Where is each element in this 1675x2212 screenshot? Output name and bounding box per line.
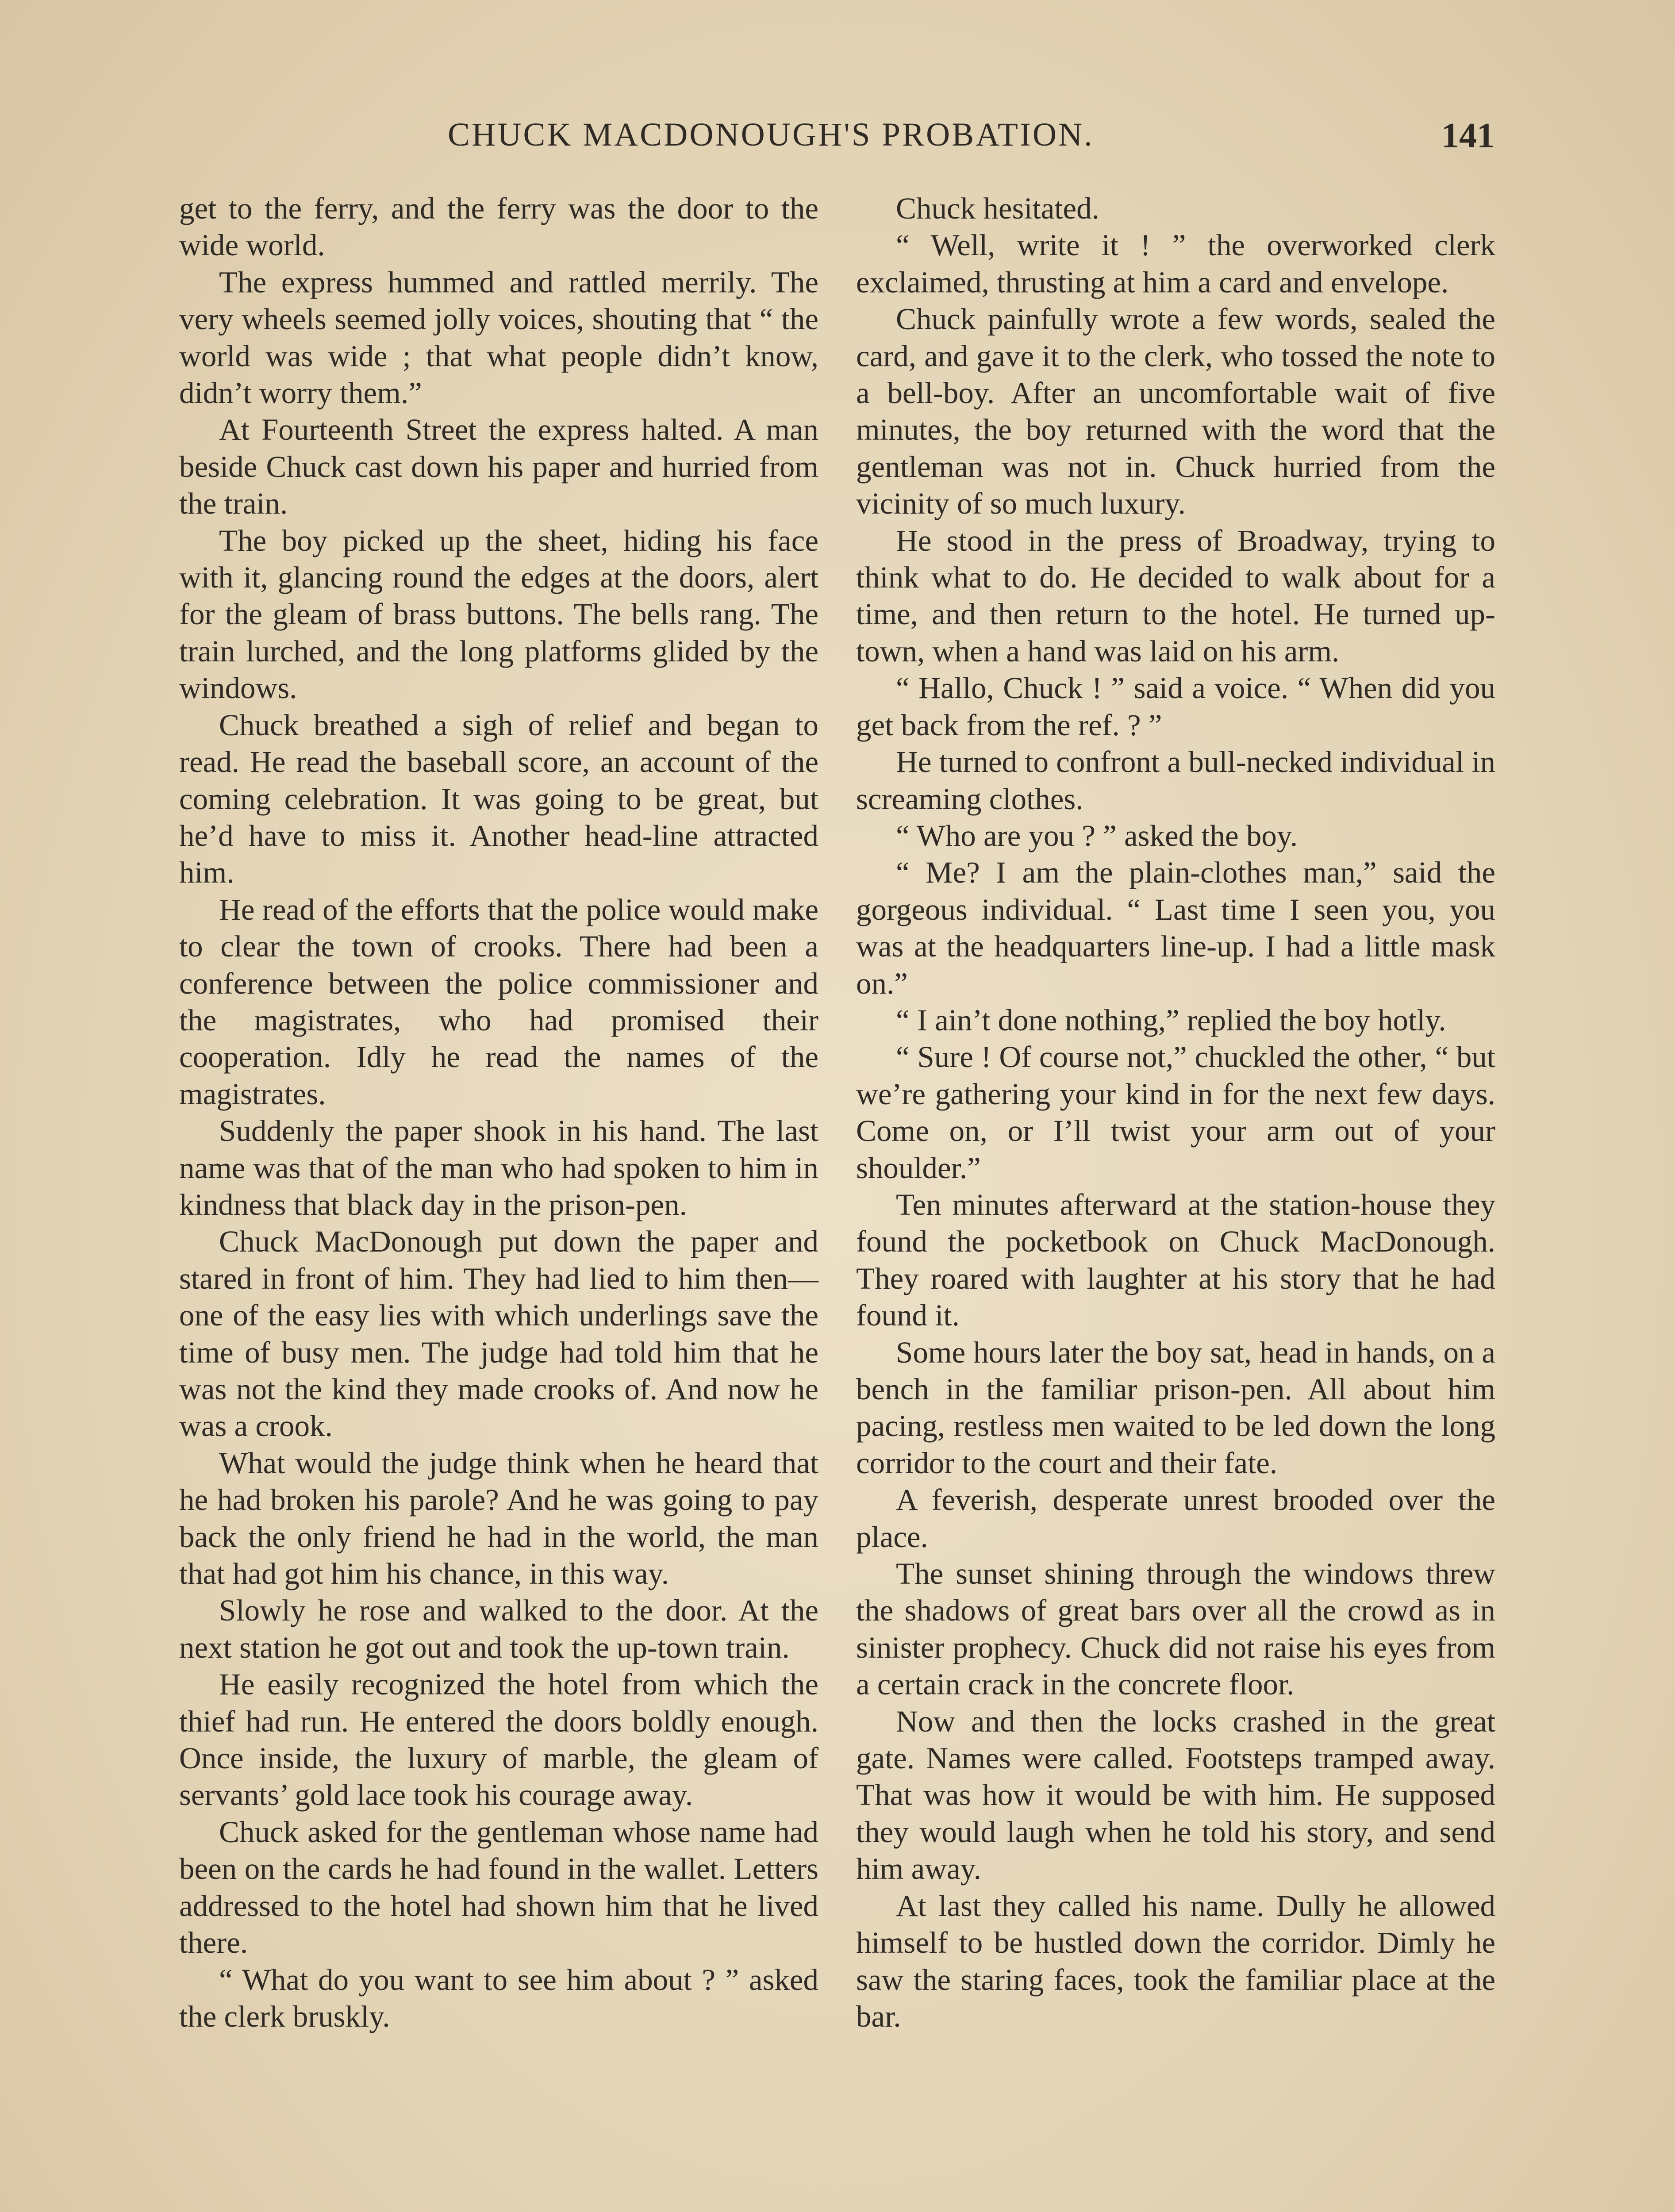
paragraph: Now and then the locks crashed in the great gate. Names were called. Footsteps tramped away. That was how it would be with him. He supposed they would laugh when he told his story, and send him away. [856,1704,1495,1886]
paragraph: Chuck breathed a sigh of relief and began to read. He read the baseball score, an account of the coming celebration. It was going to be great, but he’d have to miss it. Another head-line attracted him. [179,708,818,890]
paragraph: The express hummed and rattled merrily. The very wheels seemed jolly voices, shouting that “ the world was wide ; that what people didn’t know, didn’t worry them.” [179,265,818,410]
paragraph: He turned to confront a bull-necked individual in screaming clothes. [856,745,1495,816]
paragraph: “ Sure ! Of course not,” chuckled the other, “ but we’re gathering your kind in for the next few days. Come on, or I’ll twist your arm out of your shoulder.” [856,1040,1495,1185]
paragraph: “ What do you want to see him about ? ” asked the clerk bruskly. [179,1962,818,2033]
paragraph: The boy picked up the sheet, hiding his face with it, glancing round the edges at the doors, alert for the gleam of brass buttons. The bells rang. The train lurched, and the long platforms glided by the windows. [179,523,818,705]
paragraph: “ I ain’t done nothing,” replied the boy hotly. [896,1003,1446,1037]
page-number: 141 [1441,116,1494,155]
paragraph: He easily recognized the hotel from which the thief had run. He entered the doors boldly enough. Once inside, the luxury of marble, the gleam of servants’ gold lace took his courage away. [179,1667,818,1812]
paragraph: Chuck MacDonough put down the paper and stared in front of him. They had lied to him then—one of the easy lies with which underlings save the time of busy men. The judge had told him that he was not the kind they made crooks of. And now he was a crook. [179,1225,818,1443]
left-column [179,190,818,2035]
paragraph: Suddenly the paper shook in his hand. The last name was that of the man who had spoken to him in kindness that black day in the prison-pen. [179,1114,818,1221]
paragraph: A feverish, desperate unrest brooded over the place. [856,1483,1495,1554]
right-column [856,190,1495,2035]
paragraph: He stood in the press of Broadway, trying to think what to do. He decided to walk about for a time, and then return to the hotel. He turned up-town, when a hand was laid on his arm. [856,523,1495,668]
paragraph: get to the ferry, and the ferry was the door to the wide world. [179,192,818,262]
running-header [0,116,1675,160]
paragraph: Ten minutes afterward at the station-house they found the pocketbook on Chuck MacDonough. They roared with laughter at his story that he had found it. [856,1187,1495,1333]
paragraph: Some hours later the boy sat, head in hands, on a bench in the familiar prison-pen. All about him pacing, restless men waited to be led down the long corridor to the court and their fate. [856,1335,1495,1480]
paragraph: He read of the efforts that the police would make to clear the town of crooks. There had been a conference between the police commissioner and the magistrates, who had promised their cooperation. Idly he read the names of the magistrates. [179,892,818,1111]
running-title: CHUCK MACDONOUGH'S PROBATION. [448,116,1094,153]
paragraph: “ Hallo, Chuck ! ” said a voice. “ When did you get back from the ref. ? ” [856,671,1495,742]
paragraph: The sunset shining through the windows threw the shadows of great bars over all the crowd as in sinister prophecy. Chuck did not raise his eyes from a certain crack in the concrete floor. [856,1557,1495,1701]
paragraph: At last they called his name. Dully he allowed himself to be hustled down the corridor. Dimly he saw the staring faces, took the familiar place at the bar. [856,1889,1495,2033]
paragraph: Chuck painfully wrote a few words, sealed the card, and gave it to the clerk, who tossed the note to a bell-boy. After an uncomfortable wait of five minutes, the boy returned with the word that the gentleman was not in. Chuck hurried from the vicinity of so much luxury. [856,302,1495,521]
paragraph: Chuck asked for the gentleman whose name had been on the cards he had found in the wallet. Letters addressed to the hotel had shown him that he lived there. [179,1815,818,1960]
paragraph: “ Well, write it ! ” the overworked clerk exclaimed, thrusting at him a card and envelope. [856,228,1495,299]
paragraph: “ Who are you ? ” asked the boy. [896,818,1298,853]
paragraph: Chuck hesitated. [896,192,1099,225]
paragraph: Slowly he rose and walked to the door. At the next station he got out and took the up-town train. [179,1594,818,1664]
paragraph: At Fourteenth Street the express halted. A man beside Chuck cast down his paper and hurried from the train. [179,413,818,521]
paragraph: What would the judge think when he heard that he had broken his parole? And he was going to pay back the only friend he had in the world, the man that had got him his chance, in this way. [179,1446,818,1591]
paragraph: “ Me? I am the plain-clothes man,” said the gorgeous individual. “ Last time I seen you, you was at the headquarters line-up. I had a little mask on.” [856,856,1495,1000]
